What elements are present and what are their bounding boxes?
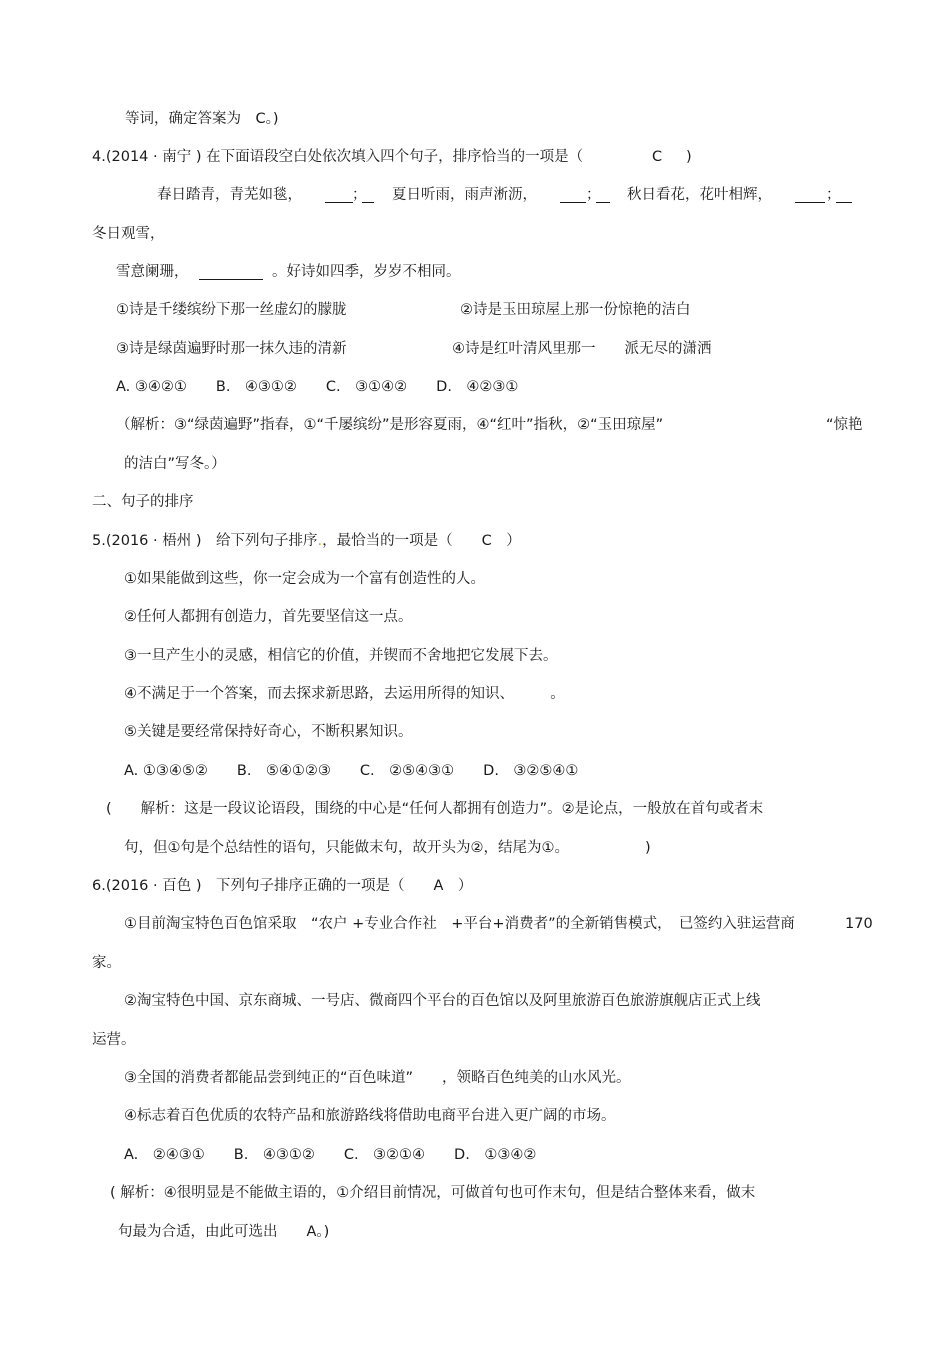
- passage-text: 秋日看花，花叶相辉，: [627, 187, 772, 203]
- passage-text: 雪意阑珊，: [116, 264, 189, 280]
- section-heading: 二、句子的排序: [92, 494, 194, 510]
- sentence-line: ④标志着百色优质的农特产品和旅游路线将借助电商平台进入更广阔的市场。: [124, 1108, 616, 1124]
- sentence-line: ⑤关键是要经常保持好奇心，不断积累知识。: [124, 724, 413, 740]
- option-line: ③诗是绿茵遍野时那一抹久违的清新: [116, 341, 347, 357]
- blank-line: [325, 188, 353, 203]
- sentence-line: ②淘宝特色中国、京东商城、一号店、微商四个平台的百色馆以及阿里旅游百色旅游旗舰店正式上线: [124, 993, 761, 1009]
- question-text: 5.(2016 · 梧州 ) 给下列句子排序: [92, 533, 318, 549]
- semicolon: ；: [352, 187, 367, 203]
- paren-close: ): [686, 149, 692, 165]
- blank-line: [560, 188, 586, 203]
- sentence-line: ③一旦产生小的灵感，相信它的价值，并锲而不舍地把它发展下去。: [124, 648, 558, 664]
- blank-line: [362, 188, 374, 203]
- explanation-line: ( 解析：④很明显是不能做主语的，①介绍目前情况，可做首句也可作末句，但是结合整体来看，做末: [110, 1185, 756, 1201]
- passage-line: [157, 185, 302, 205]
- dot-mark: .: [317, 533, 323, 549]
- question-4-heading: [92, 147, 692, 167]
- question-text: ，最恰当的一项是（ C ）: [322, 533, 521, 549]
- blank-line: [596, 188, 610, 203]
- passage-line: 冬日观雪，: [92, 226, 165, 242]
- sentence-line: ①如果能做到这些，你一定会成为一个富有创造性的人。: [124, 571, 485, 587]
- sentence-line: ③全国的消费者都能品尝到纯正的“百色味道” ，领略百色纯美的山水风光。: [124, 1070, 631, 1086]
- explanation-line: （解析：③“绿茵遍野”指春，①“千屡缤纷”是形容夏雨，④“红叶”指秋，②“玉田琼屋”: [116, 417, 664, 433]
- option-line: ①诗是千缕缤纷下那一丝虚幻的朦胧: [116, 302, 347, 318]
- sentence-line: ①目前淘宝特色百色馆采取 “农户 +专业合作社 +平台+消费者”的全新销售模式， 已签约入驻运营商: [124, 916, 795, 932]
- answer-choices: A. ①③④⑤② B. ⑤④①②③ C. ②⑤④③① D. ③②⑤④①: [124, 763, 579, 779]
- explanation-line: 句，但①句是个总结性的语句，只能做末句，故开头为②，结尾为①。: [124, 840, 569, 856]
- answer-choices: A. ②④③① B. ④③①② C. ③②①④ D. ①③④②: [124, 1147, 537, 1163]
- blank-line: [795, 188, 825, 203]
- blank-line: [199, 265, 263, 280]
- answer-choices: A. ③④②① B. ④③①② C. ③①④② D. ④②③①: [116, 379, 519, 395]
- option-line: ②诗是玉田琼屋上那一份惊艳的洁白: [460, 302, 691, 318]
- passage-text: 春日踏青，青芜如毯，: [157, 187, 302, 203]
- sentence-line: 家。: [92, 955, 121, 971]
- explanation-line: 句最为合适，由此可选出 A。): [118, 1224, 330, 1240]
- explanation-line: “惊艳: [826, 417, 863, 433]
- option-line: ④诗是红叶清风里那一 派无尽的潇洒: [452, 341, 712, 357]
- paren-close: ): [645, 840, 651, 856]
- question-5-heading: [92, 531, 521, 551]
- question-6-heading: 6.(2016 · 百色 ) 下列句子排序正确的一项是（ A ）: [92, 878, 473, 894]
- passage-text: 。好诗如四季，岁岁不相同。: [272, 264, 461, 280]
- answer-letter: C: [652, 149, 663, 165]
- semicolon: ；: [826, 187, 841, 203]
- sentence-line: 运营。: [92, 1032, 136, 1048]
- explanation-line: 的洁白”写冬。）: [124, 456, 226, 472]
- question-text: 4.(2014 · 南宁 ) 在下面语段空白处依次填入四个句子，排序恰当的一项是（: [92, 149, 584, 165]
- sentence-line: ②任何人都拥有创造力，首先要坚信这一点。: [124, 609, 413, 625]
- passage-text: 夏日听雨，雨声淅沥，: [392, 187, 537, 203]
- semicolon: ；: [586, 187, 601, 203]
- blank-line: [836, 188, 852, 203]
- text-line: 等词，确定答案为 C。): [125, 111, 279, 127]
- sentence-number: 170: [845, 916, 873, 932]
- sentence-line: ④不满足于一个答案，而去探求新思路，去运用所得的知识、 。: [124, 686, 565, 702]
- explanation-line: ( 解析：这是一段议论语段，围绕的中心是“任何人都拥有创造力”。②是论点，一般放在首句或者末: [106, 801, 764, 817]
